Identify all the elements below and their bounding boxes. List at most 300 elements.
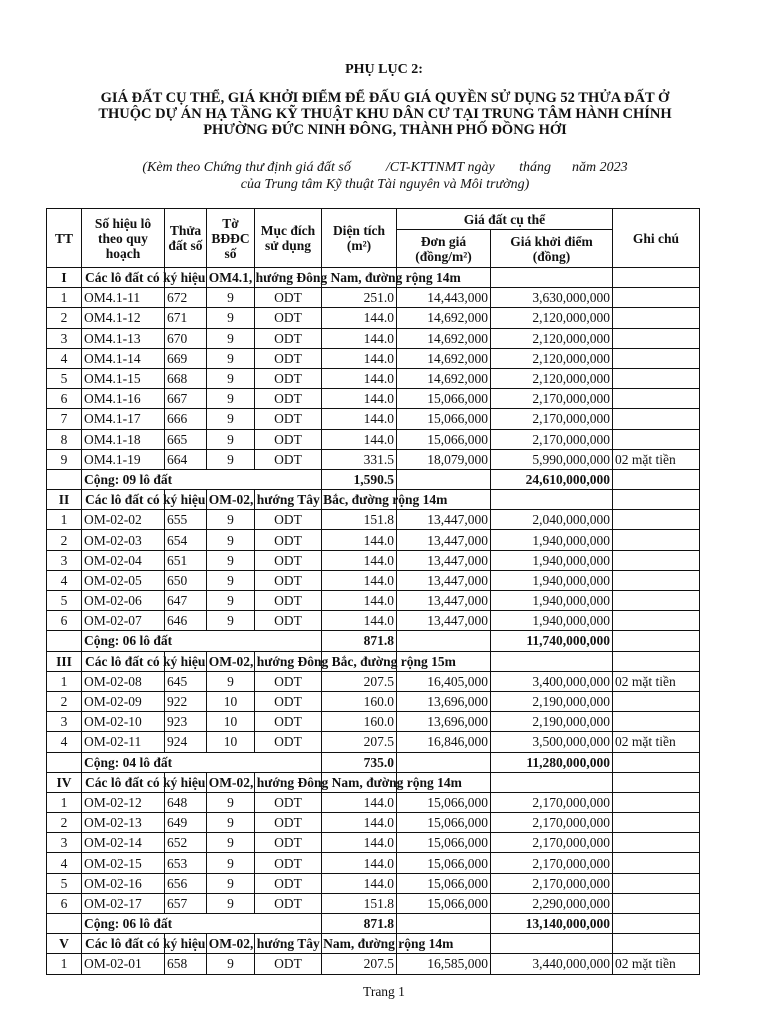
row-index: 9	[47, 449, 82, 469]
table-row	[47, 510, 700, 530]
note	[613, 691, 700, 711]
area: 144.0	[322, 813, 397, 833]
lot-code: OM-02-05	[82, 570, 165, 590]
area: 144.0	[322, 611, 397, 631]
land-use: ODT	[255, 671, 322, 691]
subtotal-row	[47, 752, 700, 772]
parcel-number: 922	[165, 691, 207, 711]
area: 151.8	[322, 510, 397, 530]
page-number: Trang 1	[363, 984, 405, 999]
map-sheet: 9	[207, 510, 255, 530]
starting-price: 2,170,000,000	[491, 813, 613, 833]
map-sheet: 9	[207, 833, 255, 853]
note	[613, 288, 700, 308]
unit-price: 14,692,000	[397, 368, 491, 388]
area: 144.0	[322, 328, 397, 348]
section-empty-cell	[491, 490, 613, 510]
parcel-number: 669	[165, 348, 207, 368]
unit-price: 14,692,000	[397, 348, 491, 368]
area: 144.0	[322, 409, 397, 429]
starting-price: 1,940,000,000	[491, 611, 613, 631]
subtotal-empty-cell	[613, 752, 700, 772]
header-starting-price: Giá khởi điểm (đồng)	[491, 230, 613, 268]
table-row	[47, 288, 700, 308]
subtotal-empty-cell	[613, 631, 700, 651]
unit-price: 16,405,000	[397, 671, 491, 691]
note	[613, 611, 700, 631]
subtotal-area: 871.8	[322, 914, 397, 934]
table-row	[47, 893, 700, 913]
parcel-number: 924	[165, 732, 207, 752]
subtotal-label: Cộng: 09 lô đất	[82, 469, 322, 489]
row-index: 3	[47, 328, 82, 348]
parcel-number: 658	[165, 954, 207, 974]
area: 151.8	[322, 893, 397, 913]
table-row	[47, 530, 700, 550]
starting-price: 3,400,000,000	[491, 671, 613, 691]
section-title: Các lô đất có ký hiệu OM-02, hướng Đông Bắc, đường rộng 15m	[85, 653, 456, 669]
unit-price: 15,066,000	[397, 792, 491, 812]
table-row	[47, 853, 700, 873]
subtotal-empty-cell	[397, 469, 491, 489]
parcel-number: 652	[165, 833, 207, 853]
table-row	[47, 954, 700, 974]
land-use: ODT	[255, 429, 322, 449]
table-row	[47, 591, 700, 611]
unit-price: 15,066,000	[397, 853, 491, 873]
map-sheet: 10	[207, 691, 255, 711]
starting-price: 2,290,000,000	[491, 893, 613, 913]
section-roman: II	[47, 490, 82, 510]
table-row	[47, 328, 700, 348]
unit-price: 13,447,000	[397, 591, 491, 611]
subtotal-price: 13,140,000,000	[491, 914, 613, 934]
land-use: ODT	[255, 893, 322, 913]
land-use: ODT	[255, 591, 322, 611]
row-index: 1	[47, 954, 82, 974]
map-sheet: 9	[207, 348, 255, 368]
map-sheet: 10	[207, 732, 255, 752]
land-use: ODT	[255, 813, 322, 833]
map-sheet: 9	[207, 389, 255, 409]
table-row	[47, 611, 700, 631]
row-index: 1	[47, 671, 82, 691]
section-empty-cell	[613, 268, 700, 288]
lot-code: OM-02-08	[82, 671, 165, 691]
row-index: 2	[47, 813, 82, 833]
starting-price: 2,120,000,000	[491, 328, 613, 348]
area: 144.0	[322, 530, 397, 550]
subtitle-line-1: (Kèm theo Chứng thư định giá đất số /CT-KTTNMT ngày tháng năm 2023	[142, 160, 628, 175]
unit-price: 13,447,000	[397, 570, 491, 590]
area: 144.0	[322, 591, 397, 611]
unit-price: 14,692,000	[397, 328, 491, 348]
note	[613, 348, 700, 368]
section-header-row	[47, 934, 700, 954]
starting-price: 1,940,000,000	[491, 570, 613, 590]
lot-code: OM-02-14	[82, 833, 165, 853]
section-empty-cell	[491, 934, 613, 954]
section-roman: I	[47, 268, 82, 288]
section-title-cell	[82, 490, 448, 510]
land-use: ODT	[255, 712, 322, 732]
subtotal-row	[47, 631, 700, 651]
subtotal-empty-cell	[397, 914, 491, 934]
area: 144.0	[322, 348, 397, 368]
map-sheet: 9	[207, 530, 255, 550]
land-use: ODT	[255, 691, 322, 711]
lot-code: OM-02-15	[82, 853, 165, 873]
starting-price: 2,170,000,000	[491, 409, 613, 429]
starting-price: 2,120,000,000	[491, 348, 613, 368]
subtotal-label: Cộng: 06 lô đất	[82, 914, 322, 934]
header-map-sheet: Tờ BĐĐC số	[207, 209, 255, 268]
starting-price: 1,940,000,000	[491, 530, 613, 550]
table-row	[47, 813, 700, 833]
unit-price: 15,066,000	[397, 389, 491, 409]
unit-price: 13,447,000	[397, 611, 491, 631]
parcel-number: 648	[165, 792, 207, 812]
note	[613, 328, 700, 348]
section-title-cell	[82, 772, 462, 792]
table-row	[47, 671, 700, 691]
row-index: 4	[47, 853, 82, 873]
land-use: ODT	[255, 510, 322, 530]
unit-price: 15,066,000	[397, 873, 491, 893]
row-index: 6	[47, 389, 82, 409]
starting-price: 2,170,000,000	[491, 792, 613, 812]
header-area: Diện tích (m²)	[322, 209, 397, 268]
note	[613, 833, 700, 853]
row-index: 3	[47, 712, 82, 732]
parcel-number: 650	[165, 570, 207, 590]
lot-code: OM4.1-16	[82, 389, 165, 409]
table-row	[47, 449, 700, 469]
section-empty-cell	[491, 772, 613, 792]
section-title: Các lô đất có ký hiệu OM-02, hướng Đông Nam, đường rộng 14m	[85, 774, 462, 790]
note	[613, 712, 700, 732]
row-index: 1	[47, 792, 82, 812]
map-sheet: 9	[207, 954, 255, 974]
map-sheet: 9	[207, 288, 255, 308]
land-use: ODT	[255, 550, 322, 570]
section-roman: IV	[47, 772, 82, 792]
map-sheet: 9	[207, 308, 255, 328]
starting-price: 2,040,000,000	[491, 510, 613, 530]
subtitle-line-2: của Trung tâm Kỹ thuật Tài nguyên và Môi trường)	[240, 177, 530, 192]
table-row	[47, 570, 700, 590]
row-index: 4	[47, 732, 82, 752]
lot-code: OM4.1-19	[82, 449, 165, 469]
note	[613, 368, 700, 388]
section-empty-cell	[613, 651, 700, 671]
lot-code: OM4.1-17	[82, 409, 165, 429]
lot-code: OM-02-10	[82, 712, 165, 732]
unit-price: 15,066,000	[397, 893, 491, 913]
note: 02 mặt tiền	[613, 954, 700, 974]
section-empty-cell	[613, 772, 700, 792]
map-sheet: 9	[207, 591, 255, 611]
area: 144.0	[322, 389, 397, 409]
map-sheet: 9	[207, 429, 255, 449]
section-empty-cell	[613, 490, 700, 510]
header-purpose: Mục đích sử dụng	[255, 209, 322, 268]
row-index: 6	[47, 611, 82, 631]
table-row	[47, 873, 700, 893]
lot-code: OM-02-11	[82, 732, 165, 752]
lot-code: OM4.1-14	[82, 348, 165, 368]
land-use: ODT	[255, 792, 322, 812]
row-index: 5	[47, 591, 82, 611]
note: 02 mặt tiền	[613, 449, 700, 469]
section-roman: III	[47, 651, 82, 671]
land-use: ODT	[255, 389, 322, 409]
header-parcel: Thửa đất số	[165, 209, 207, 268]
subtotal-empty-cell	[47, 631, 82, 651]
section-title: Các lô đất có ký hiệu OM-02, hướng Tây Bắc, đường rộng 14m	[85, 492, 448, 508]
parcel-number: 672	[165, 288, 207, 308]
subtotal-price: 24,610,000,000	[491, 469, 613, 489]
map-sheet: 9	[207, 409, 255, 429]
land-use: ODT	[255, 288, 322, 308]
note	[613, 792, 700, 812]
lot-code: OM-02-07	[82, 611, 165, 631]
note	[613, 409, 700, 429]
subtotal-price: 11,740,000,000	[491, 631, 613, 651]
land-price-table	[46, 208, 700, 975]
note	[613, 591, 700, 611]
lot-code: OM-02-09	[82, 691, 165, 711]
document-subtitle	[40, 159, 730, 193]
starting-price: 2,170,000,000	[491, 389, 613, 409]
starting-price: 2,190,000,000	[491, 691, 613, 711]
note: 02 mặt tiền	[613, 732, 700, 752]
area: 251.0	[322, 288, 397, 308]
land-use: ODT	[255, 308, 322, 328]
lot-code: OM-02-03	[82, 530, 165, 550]
map-sheet: 9	[207, 550, 255, 570]
title-line-1: GIÁ ĐẤT CỤ THỂ, GIÁ KHỞI ĐIỂM ĐỂ ĐẤU GIÁ QUYỀN SỬ DỤNG 52 THỬA ĐẤT Ở	[100, 90, 670, 106]
unit-price: 15,066,000	[397, 813, 491, 833]
parcel-number: 647	[165, 591, 207, 611]
section-empty-cell	[491, 651, 613, 671]
appendix-title: PHỤ LỤC 2:	[345, 62, 423, 77]
unit-price: 13,696,000	[397, 712, 491, 732]
parcel-number: 666	[165, 409, 207, 429]
subtotal-row	[47, 914, 700, 934]
parcel-number: 651	[165, 550, 207, 570]
map-sheet: 9	[207, 792, 255, 812]
land-use: ODT	[255, 732, 322, 752]
lot-code: OM-02-04	[82, 550, 165, 570]
land-use: ODT	[255, 611, 322, 631]
table-row	[47, 732, 700, 752]
unit-price: 15,066,000	[397, 833, 491, 853]
table-row	[47, 550, 700, 570]
subtotal-empty-cell	[613, 469, 700, 489]
lot-code: OM-02-01	[82, 954, 165, 974]
map-sheet: 9	[207, 570, 255, 590]
area: 207.5	[322, 954, 397, 974]
row-index: 2	[47, 691, 82, 711]
unit-price: 16,846,000	[397, 732, 491, 752]
section-roman: V	[47, 934, 82, 954]
section-header-row	[47, 651, 700, 671]
land-use: ODT	[255, 954, 322, 974]
map-sheet: 9	[207, 893, 255, 913]
unit-price: 14,443,000	[397, 288, 491, 308]
table-row	[47, 348, 700, 368]
land-use: ODT	[255, 409, 322, 429]
starting-price: 2,120,000,000	[491, 308, 613, 328]
parcel-number: 649	[165, 813, 207, 833]
note	[613, 308, 700, 328]
subtotal-empty-cell	[613, 914, 700, 934]
row-index: 4	[47, 348, 82, 368]
header-unit-price: Đơn giá (đồng/m²)	[397, 230, 491, 268]
table-body	[47, 268, 700, 975]
lot-code: OM4.1-13	[82, 328, 165, 348]
row-index: 3	[47, 550, 82, 570]
header-note: Ghi chú	[613, 209, 700, 268]
area: 144.0	[322, 853, 397, 873]
section-title-cell	[82, 934, 454, 954]
land-use: ODT	[255, 853, 322, 873]
subtotal-label: Cộng: 04 lô đất	[82, 752, 322, 772]
starting-price: 5,990,000,000	[491, 449, 613, 469]
starting-price: 1,940,000,000	[491, 591, 613, 611]
section-header-row	[47, 772, 700, 792]
table-row	[47, 308, 700, 328]
row-index: 7	[47, 409, 82, 429]
area: 144.0	[322, 873, 397, 893]
parcel-number: 664	[165, 449, 207, 469]
row-index: 2	[47, 308, 82, 328]
note	[613, 530, 700, 550]
area: 144.0	[322, 368, 397, 388]
parcel-number: 671	[165, 308, 207, 328]
header-lot-code: Số hiệu lô theo quy hoạch	[82, 209, 165, 268]
area: 144.0	[322, 550, 397, 570]
lot-code: OM-02-16	[82, 873, 165, 893]
subtotal-empty-cell	[47, 469, 82, 489]
parcel-number: 655	[165, 510, 207, 530]
area: 160.0	[322, 691, 397, 711]
subtotal-area: 1,590.5	[322, 469, 397, 489]
parcel-number: 653	[165, 853, 207, 873]
map-sheet: 10	[207, 712, 255, 732]
parcel-number: 667	[165, 389, 207, 409]
subtotal-area: 735.0	[322, 752, 397, 772]
starting-price: 2,170,000,000	[491, 833, 613, 853]
note	[613, 813, 700, 833]
table-row	[47, 792, 700, 812]
subtotal-price: 11,280,000,000	[491, 752, 613, 772]
starting-price: 3,440,000,000	[491, 954, 613, 974]
parcel-number: 656	[165, 873, 207, 893]
lot-code: OM4.1-11	[82, 288, 165, 308]
unit-price: 13,696,000	[397, 691, 491, 711]
note	[613, 893, 700, 913]
land-use: ODT	[255, 328, 322, 348]
parcel-number: 646	[165, 611, 207, 631]
row-index: 2	[47, 530, 82, 550]
lot-code: OM-02-02	[82, 510, 165, 530]
unit-price: 13,447,000	[397, 550, 491, 570]
land-use: ODT	[255, 530, 322, 550]
row-index: 8	[47, 429, 82, 449]
section-empty-cell	[491, 268, 613, 288]
subtotal-empty-cell	[397, 752, 491, 772]
area: 144.0	[322, 570, 397, 590]
parcel-number: 654	[165, 530, 207, 550]
document-title	[40, 90, 730, 138]
parcel-number: 645	[165, 671, 207, 691]
starting-price: 3,500,000,000	[491, 732, 613, 752]
parcel-number: 923	[165, 712, 207, 732]
subtotal-row	[47, 469, 700, 489]
table-row	[47, 368, 700, 388]
land-use: ODT	[255, 368, 322, 388]
table-row	[47, 429, 700, 449]
area: 331.5	[322, 449, 397, 469]
lot-code: OM-02-13	[82, 813, 165, 833]
lot-code: OM4.1-15	[82, 368, 165, 388]
header-land-price: Giá đất cụ thể	[397, 209, 613, 230]
unit-price: 15,066,000	[397, 409, 491, 429]
lot-code: OM-02-12	[82, 792, 165, 812]
subtotal-empty-cell	[397, 631, 491, 651]
table-row	[47, 409, 700, 429]
subtotal-empty-cell	[47, 752, 82, 772]
land-use: ODT	[255, 348, 322, 368]
unit-price: 18,079,000	[397, 449, 491, 469]
area: 144.0	[322, 833, 397, 853]
starting-price: 2,170,000,000	[491, 853, 613, 873]
note	[613, 853, 700, 873]
section-title-cell	[82, 268, 461, 288]
unit-price: 15,066,000	[397, 429, 491, 449]
row-index: 5	[47, 873, 82, 893]
area: 207.5	[322, 732, 397, 752]
map-sheet: 9	[207, 813, 255, 833]
unit-price: 14,692,000	[397, 308, 491, 328]
map-sheet: 9	[207, 853, 255, 873]
note	[613, 429, 700, 449]
note	[613, 550, 700, 570]
area: 207.5	[322, 671, 397, 691]
map-sheet: 9	[207, 611, 255, 631]
parcel-number: 670	[165, 328, 207, 348]
map-sheet: 9	[207, 328, 255, 348]
land-use: ODT	[255, 833, 322, 853]
map-sheet: 9	[207, 873, 255, 893]
unit-price: 13,447,000	[397, 530, 491, 550]
table-row	[47, 712, 700, 732]
area: 144.0	[322, 792, 397, 812]
subtotal-area: 871.8	[322, 631, 397, 651]
map-sheet: 9	[207, 368, 255, 388]
note	[613, 510, 700, 530]
note	[613, 389, 700, 409]
title-line-3: PHƯỜNG ĐỨC NINH ĐÔNG, THÀNH PHỐ ĐỒNG HỚI	[203, 122, 567, 138]
note	[613, 570, 700, 590]
starting-price: 2,170,000,000	[491, 873, 613, 893]
land-use: ODT	[255, 449, 322, 469]
row-index: 6	[47, 893, 82, 913]
parcel-number: 665	[165, 429, 207, 449]
land-use: ODT	[255, 570, 322, 590]
